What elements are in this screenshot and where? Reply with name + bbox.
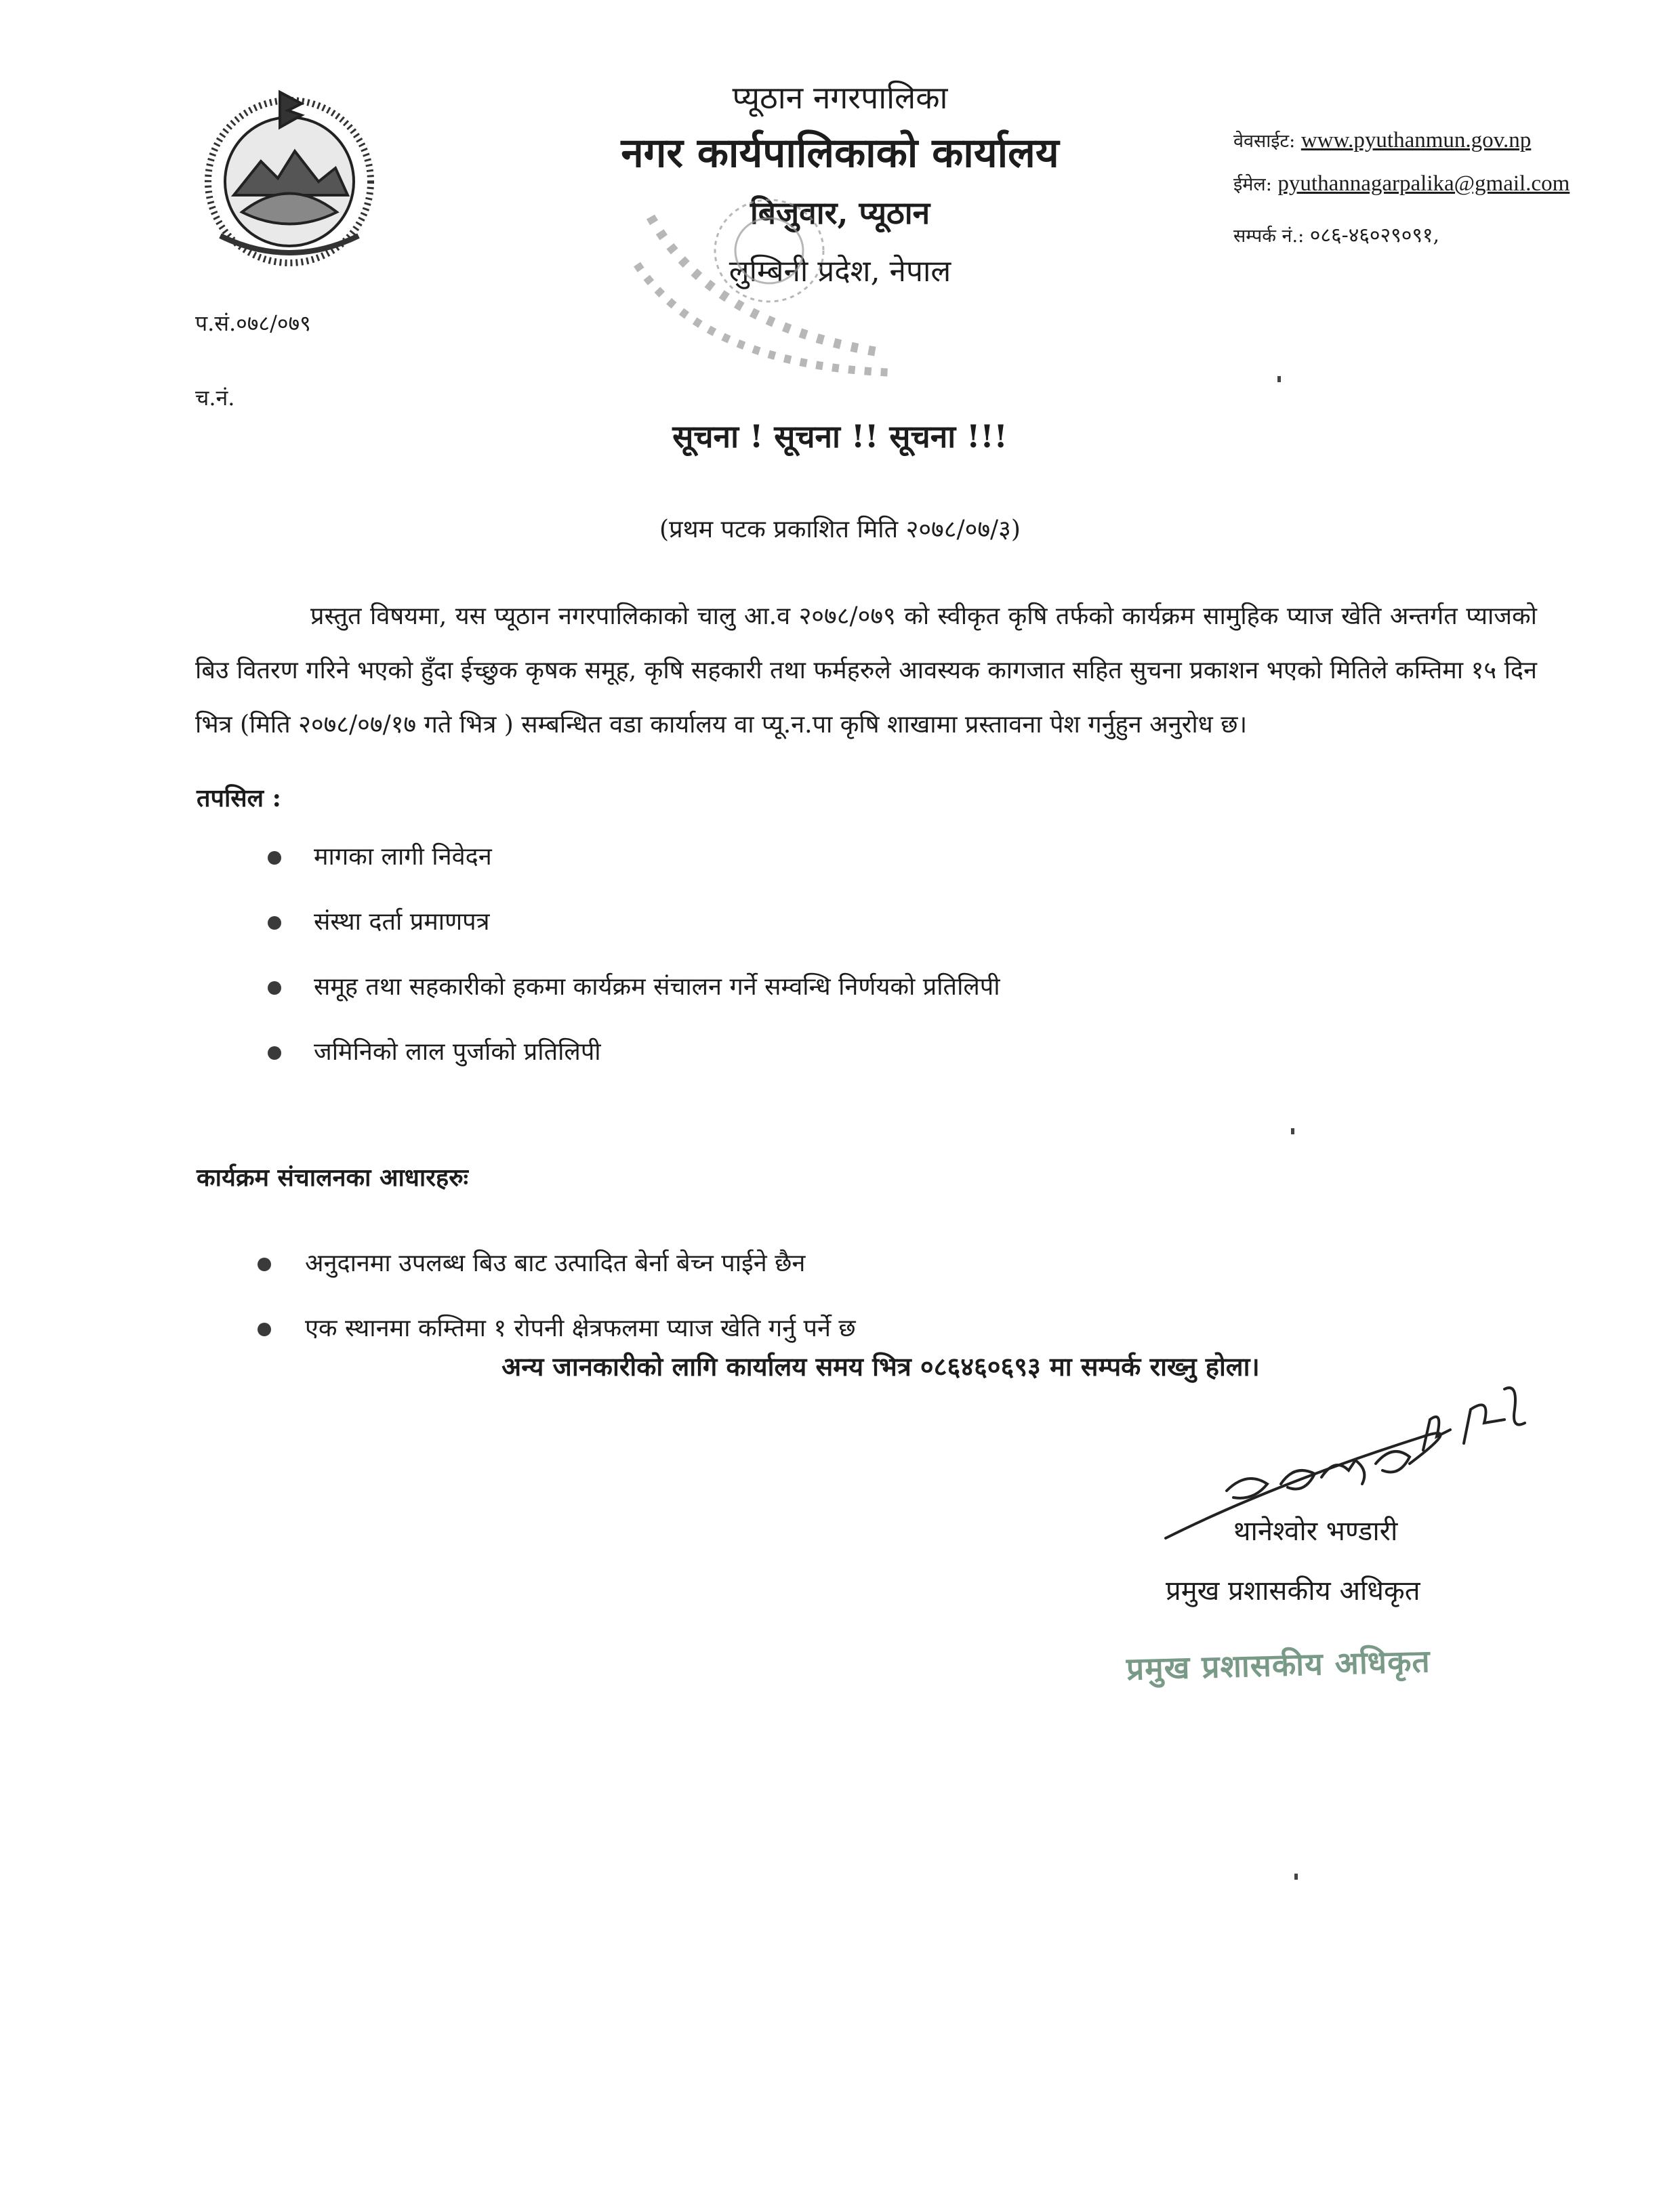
office-province: लुम्बिनी प्रदेश, नेपाल: [729, 254, 951, 289]
contact-instruction: अन्य जानकारीको लागि कार्यालय समय भित्र ०८६४६०६९३ मा सम्पर्क राख्नु होला।: [501, 1351, 1260, 1382]
dispatch-number: च.नं.: [195, 385, 235, 411]
signer-name: थानेश्वोर भण्डारी: [1233, 1516, 1398, 1547]
website-link[interactable]: www.pyuthanmun.gov.np: [1300, 128, 1532, 152]
document-text: संस्था दर्ता प्रमाणपत्र: [314, 908, 490, 936]
tapsil-heading: तपसिल :: [197, 784, 281, 812]
document-text: मागका लागी निवेदन: [314, 843, 492, 871]
bullet-icon: [258, 1258, 271, 1271]
scan-speck: [1294, 1874, 1298, 1880]
phone-row: [1233, 220, 1439, 248]
municipality-name: प्यूठान नगरपालिका: [732, 79, 948, 116]
letter-number: प.सं.०७८/०७९: [195, 310, 311, 336]
document-text: समूह तथा सहकारीको हकमा कार्यक्रम संचालन गर्ने सम्वन्धि निर्णयको प्रतिलिपी: [314, 973, 1000, 1001]
bullet-icon: [268, 981, 281, 995]
bullet-icon: [268, 916, 281, 930]
phone-number: ०८६-४६०२९०९१,: [1309, 224, 1440, 247]
bullet-icon: [258, 1323, 271, 1336]
basis-text: एक स्थानमा कम्तिमा १ रोपनी क्षेत्रफलमा प्याज खेति गर्नु पर्ने छ: [305, 1315, 856, 1342]
website-label: वेवसाईट:: [1233, 131, 1296, 152]
website-row: [1233, 127, 1531, 153]
bullet-icon: [268, 851, 281, 865]
scan-speck: [1277, 376, 1281, 382]
designation-stamp: प्रमुख प्रशासकीय अधिकृत: [1126, 1643, 1431, 1687]
phone-label: सम्पर्क नं.:: [1233, 226, 1305, 247]
office-location: बिजुवार, प्यूठान: [750, 194, 930, 231]
notice-body: प्रस्तुत विषयमा, यस प्यूठान नगरपालिकाको चालु आ.व २०७८/०७९ को स्वीकृत कृषि तर्फको कार्यक्रम सामुहिक प्याज खेति अन्तर्गत प्याजको बिउ वितरण गरिने भएको हुँदा ईच्छुक कृषक समूह, कृषि सहकारी तथा फर्महरुले आवस्यक कागजात सहित सुचना प्रकाशन भएको मितिले कम्तिमा १५ दिन भित्र (मिति २०७८/०७/१७ गते भित्र ) सम्बन्धित वडा कार्यालय वा प्यू.न.पा कृषि शाखामा प्रस्तावना पेश गर्नुहुन अनुरोध छ।: [195, 602, 1537, 739]
email-link[interactable]: pyuthannagarpalika@gmail.com: [1277, 171, 1570, 196]
program-basis-heading: कार्यक्रम संचालनका आधारहरुः: [197, 1163, 468, 1192]
document-text: जमिनिको लाल पुर्जाको प्रतिलिपी: [314, 1038, 601, 1066]
published-date: (प्रथम पटक प्रकाशित मिति २०७८/०७/३): [659, 516, 1021, 543]
signer-title: प्रमुख प्रशासकीय अधिकृत: [1166, 1575, 1420, 1607]
email-label: ईमेल:: [1233, 174, 1272, 195]
office-seal-icon: [610, 149, 928, 407]
basis-text: अनुदानमा उपलब्ध बिउ बाट उत्पादित बेर्ना बेच्न पाईने छैन: [305, 1250, 806, 1277]
bullet-icon: [268, 1046, 281, 1060]
email-row: [1233, 171, 1570, 197]
office-name: नगर कार्यपालिकाको कार्यालय: [621, 129, 1059, 177]
scan-speck: [1291, 1128, 1294, 1134]
notice-title: सूचना ! सूचना !! सूचना !!!: [672, 418, 1008, 455]
